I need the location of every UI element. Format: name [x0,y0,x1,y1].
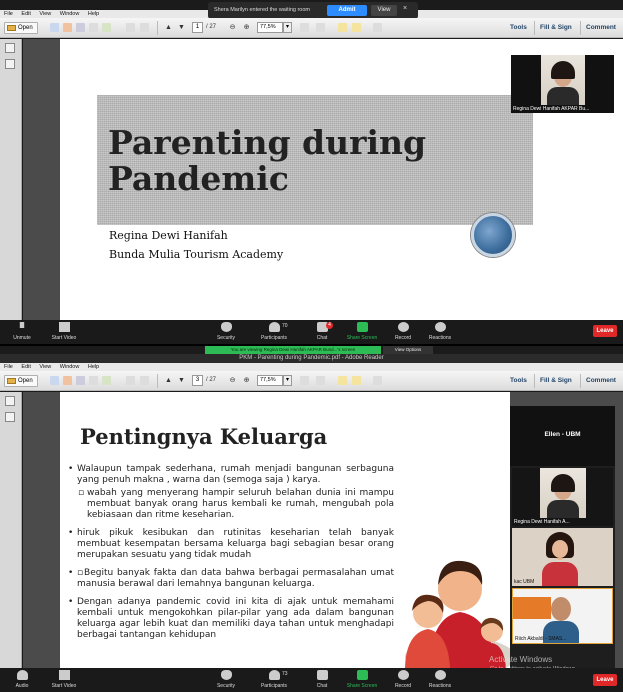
security-button[interactable] [206,670,246,689]
menu-view[interactable]: View [39,11,52,17]
zoom-out-icon[interactable]: ⊖ [229,377,236,384]
tools-tab[interactable]: Tools [510,24,527,31]
page-thumbnails-icon[interactable] [5,396,15,406]
leave-button[interactable]: Leave [593,674,617,686]
audio-button[interactable] [2,670,42,689]
meeting-controls-bar [0,320,623,344]
participants-count: 70 [282,323,288,329]
settings-icon[interactable] [76,23,85,32]
record-icon [398,322,409,332]
participant-name: kac UBM [514,579,535,585]
record-icon [398,670,409,680]
open-button[interactable] [4,375,38,387]
next-page-icon[interactable]: ▼ [178,24,185,31]
admit-button[interactable]: Admit [327,5,367,16]
page-count: / 27 [206,24,217,30]
edit-pdf-icon[interactable] [63,23,72,32]
chat-badge: 4 [326,322,333,329]
shield-icon [221,322,232,332]
participants-count: 73 [282,671,288,677]
share-screen-label: Share Screen [346,683,378,689]
author-name: Regina Dewi Hanifah [109,229,228,242]
security-label: Security [216,335,236,341]
tools-tab[interactable]: Tools [510,377,527,384]
slide-title: Pentingnya Keluarga [80,424,328,449]
bullet-text: hiruk pikuk kesibukan dan rutinitas keseharian telah banyak membuat kesempatan bersama keluarga bagi sebagian besar orang merupakan sesuatu yang tidak mudah [77,528,394,560]
zoom-in-icon[interactable]: ⊕ [243,377,250,384]
avatar-body [542,562,578,586]
reader-window-title: PKM - Parenting during Pandemic.pdf - Adobe Reader [0,354,623,363]
folder-icon [7,378,16,384]
avatar [551,597,571,621]
activate-windows-title: Activate Windows [489,655,553,664]
save-icon[interactable] [102,23,111,32]
start-video-button[interactable] [44,670,84,689]
attachments-icon[interactable] [5,59,15,69]
bullet-marker: ▫ [78,488,85,498]
participants-button[interactable] [254,322,294,341]
chat-label: Chat [316,683,328,689]
toolbar-divider [157,21,158,35]
top-zoom-window [0,0,623,344]
record-button[interactable] [383,322,423,341]
menu-edit[interactable]: Edit [21,11,31,17]
edit-pdf-icon[interactable] [63,376,72,385]
page-count: / 27 [206,377,217,383]
bottom-zoom-window [0,346,623,692]
list-item [68,528,394,561]
attachments-icon[interactable] [5,412,15,422]
gallery-panel [510,406,615,668]
share-screen-button[interactable] [342,322,382,341]
bullet-list [68,464,394,641]
page-number-input[interactable]: 3 [192,375,203,386]
email-icon[interactable] [140,23,149,32]
menu-bar [0,363,623,371]
participants-icon [269,322,280,332]
comment-icon[interactable] [338,376,347,385]
toolbar-divider [580,374,581,388]
open-button[interactable] [4,22,38,34]
chat-icon [317,670,328,680]
leave-button[interactable]: Leave [593,325,617,337]
comment-tab[interactable]: Comment [586,24,616,31]
shield-icon [221,670,232,680]
bullet-text: Dengan adanya pandemic covid ini kita di ajak untuk memahami kembali untuk mengokohkan pilar-pilar yang ada dalam bangunan keluarga agar lebih kuat dan memiliki daya tahan untuk menghadapi berbagai tantangan kehidupan [77,597,394,640]
participants-label: Participants [260,335,288,341]
save-icon[interactable] [102,376,111,385]
next-page-icon[interactable]: ▼ [178,377,185,384]
menu-help[interactable]: Help [87,11,100,17]
zoom-field[interactable]: 77,5% [257,375,283,386]
avatar-body [547,500,579,518]
list-item [68,597,394,641]
create-pdf-icon[interactable] [50,23,59,32]
print-icon[interactable] [126,376,135,385]
page-number-input[interactable]: 1 [192,22,203,33]
avatar-body [547,87,579,105]
avatar-face [552,540,568,558]
participant-name: Regina Dewi Hanifah A... [514,519,570,525]
share-screen-icon [357,670,368,680]
view-button[interactable]: View [371,5,397,16]
menu-help[interactable]: Help [87,364,100,370]
chat-button[interactable] [302,322,342,341]
bullet-text: Walaupun tampak sederhana, rumah menjadi bangunan serbaguna yang penuh makna , warna dan (semoga saja ) karya. [77,464,394,485]
list-item [68,464,394,486]
cloud-icon[interactable] [89,376,98,385]
sign-icon[interactable] [373,376,382,385]
start-video-label: Start Video [51,335,77,341]
full-screen-icon[interactable] [316,376,325,385]
record-button[interactable] [383,670,423,689]
bullet-text: wabah yang menyerang hampir seluruh belahan dunia ini mampu membuat banyak orang harus kembali ke rumah, mengubah pola kebiasaan dan ritme keseharian. [87,488,394,520]
fit-page-icon[interactable] [300,376,309,385]
avatar-hair [551,474,575,492]
reactions-button[interactable] [420,322,460,341]
bullet-marker: • [68,528,74,538]
menu-window[interactable]: Window [59,11,80,17]
waiting-room-notification [208,2,418,19]
comment-icon[interactable] [338,23,347,32]
cloud-icon[interactable] [89,23,98,32]
reactions-icon [435,670,446,680]
video-off-icon [59,322,70,332]
zoom-dropdown-icon[interactable]: ▾ [283,375,292,386]
slide-title-line2: Pandemic [108,159,289,198]
toolbar-divider [580,21,581,35]
bullet-marker: • [68,597,74,607]
fill-sign-tab[interactable]: Fill & Sign [540,377,572,384]
notification-text: Shera Marilyn entered the waiting room [214,7,310,13]
reactions-button[interactable] [420,670,460,689]
reactions-icon [435,322,446,332]
slide-page-3 [60,392,510,668]
page-thumbnails-icon[interactable] [5,43,15,53]
list-item [68,568,394,590]
screen-share-banner: You are viewing Regina Dewi Hanifah AKPAR Bund...'s screen [205,346,381,354]
reactions-label: Reactions [428,335,452,341]
microphone-muted-icon [17,322,28,332]
view-options-button[interactable]: View Options [383,346,433,354]
open-label: Open [18,378,33,384]
zoom-dropdown-icon[interactable]: ▾ [283,22,292,33]
family-illustration [400,537,510,668]
participant-name: Regina Dewi Hanifah AKPAR Bu... [513,106,590,112]
record-label: Record [394,683,412,689]
zoom-in-icon[interactable]: ⊕ [243,24,250,31]
participant-video-tile[interactable] [512,528,613,586]
menu-edit[interactable]: Edit [21,364,31,370]
bullet-marker: • [68,568,74,578]
security-label: Security [216,683,236,689]
highlight-icon[interactable] [352,376,361,385]
folder-icon [7,25,16,31]
share-screen-label: Share Screen [346,335,378,341]
participant-name: Riich Akbaldi - SMAS... [515,636,567,642]
navigation-pane [0,39,22,320]
highlight-icon[interactable] [352,23,361,32]
bullet-marker: • [68,464,74,474]
unmute-button[interactable] [2,322,42,341]
toolbar-divider [157,374,158,388]
start-video-button[interactable] [44,322,84,341]
reader-toolbar [0,371,623,391]
chat-button[interactable] [302,670,342,689]
prev-page-icon[interactable]: ▲ [165,24,172,31]
fill-sign-tab[interactable]: Fill & Sign [540,24,572,31]
avatar-hair [551,61,575,79]
bullet-text: ▫Begitu banyak fakta dan data bahwa berbagai permasalahan umat manusia berawal dari lemahnya bangunan keluarga. [77,568,394,589]
audio-label: Audio [15,683,29,689]
reader-toolbar [0,18,623,38]
slide-title [108,125,426,197]
participant-video-tile[interactable] [512,588,613,644]
zoom-out-icon[interactable]: ⊖ [229,24,236,31]
full-screen-icon[interactable] [316,23,325,32]
banner-graphic [513,597,551,619]
share-screen-icon [357,322,368,332]
close-notification-icon[interactable]: × [403,5,408,12]
menu-window[interactable]: Window [59,364,80,370]
unmute-label: Unmute [13,335,31,341]
email-icon[interactable] [140,376,149,385]
meeting-controls-bar [0,668,623,692]
participants-button[interactable] [254,670,294,689]
navigation-pane [0,392,22,668]
sign-icon[interactable] [373,23,382,32]
slide-title-line1: Parenting during [108,123,427,162]
zoom-field[interactable]: 77,5% [257,22,283,33]
open-label: Open [18,25,33,31]
participants-icon [269,670,280,680]
prev-page-icon[interactable]: ▲ [165,377,172,384]
menu-view[interactable]: View [39,364,52,370]
fit-page-icon[interactable] [300,23,309,32]
record-label: Record [394,335,412,341]
list-item [68,488,394,521]
menu-file[interactable]: File [4,364,13,370]
video-off-icon [59,670,70,680]
toolbar-divider [534,21,535,35]
participant-video-tile[interactable] [512,468,613,526]
speaker-name: Ellen - UBM [544,431,581,438]
institution-name: Bunda Mulia Tourism Academy [109,248,284,261]
print-icon[interactable] [126,23,135,32]
comment-tab[interactable]: Comment [586,377,616,384]
decorative-circle-icon [471,213,515,257]
create-pdf-icon[interactable] [50,376,59,385]
participants-label: Participants [260,683,288,689]
toolbar-divider [534,374,535,388]
menu-file[interactable]: File [4,11,13,17]
share-screen-button[interactable] [342,670,382,689]
settings-icon[interactable] [76,376,85,385]
active-speaker-tile[interactable] [510,406,615,466]
chat-label: Chat [316,335,328,341]
start-video-label: Start Video [51,683,77,689]
security-button[interactable] [206,322,246,341]
participant-video-tile[interactable] [511,55,614,113]
headphone-icon [17,670,28,680]
reactions-label: Reactions [428,683,452,689]
